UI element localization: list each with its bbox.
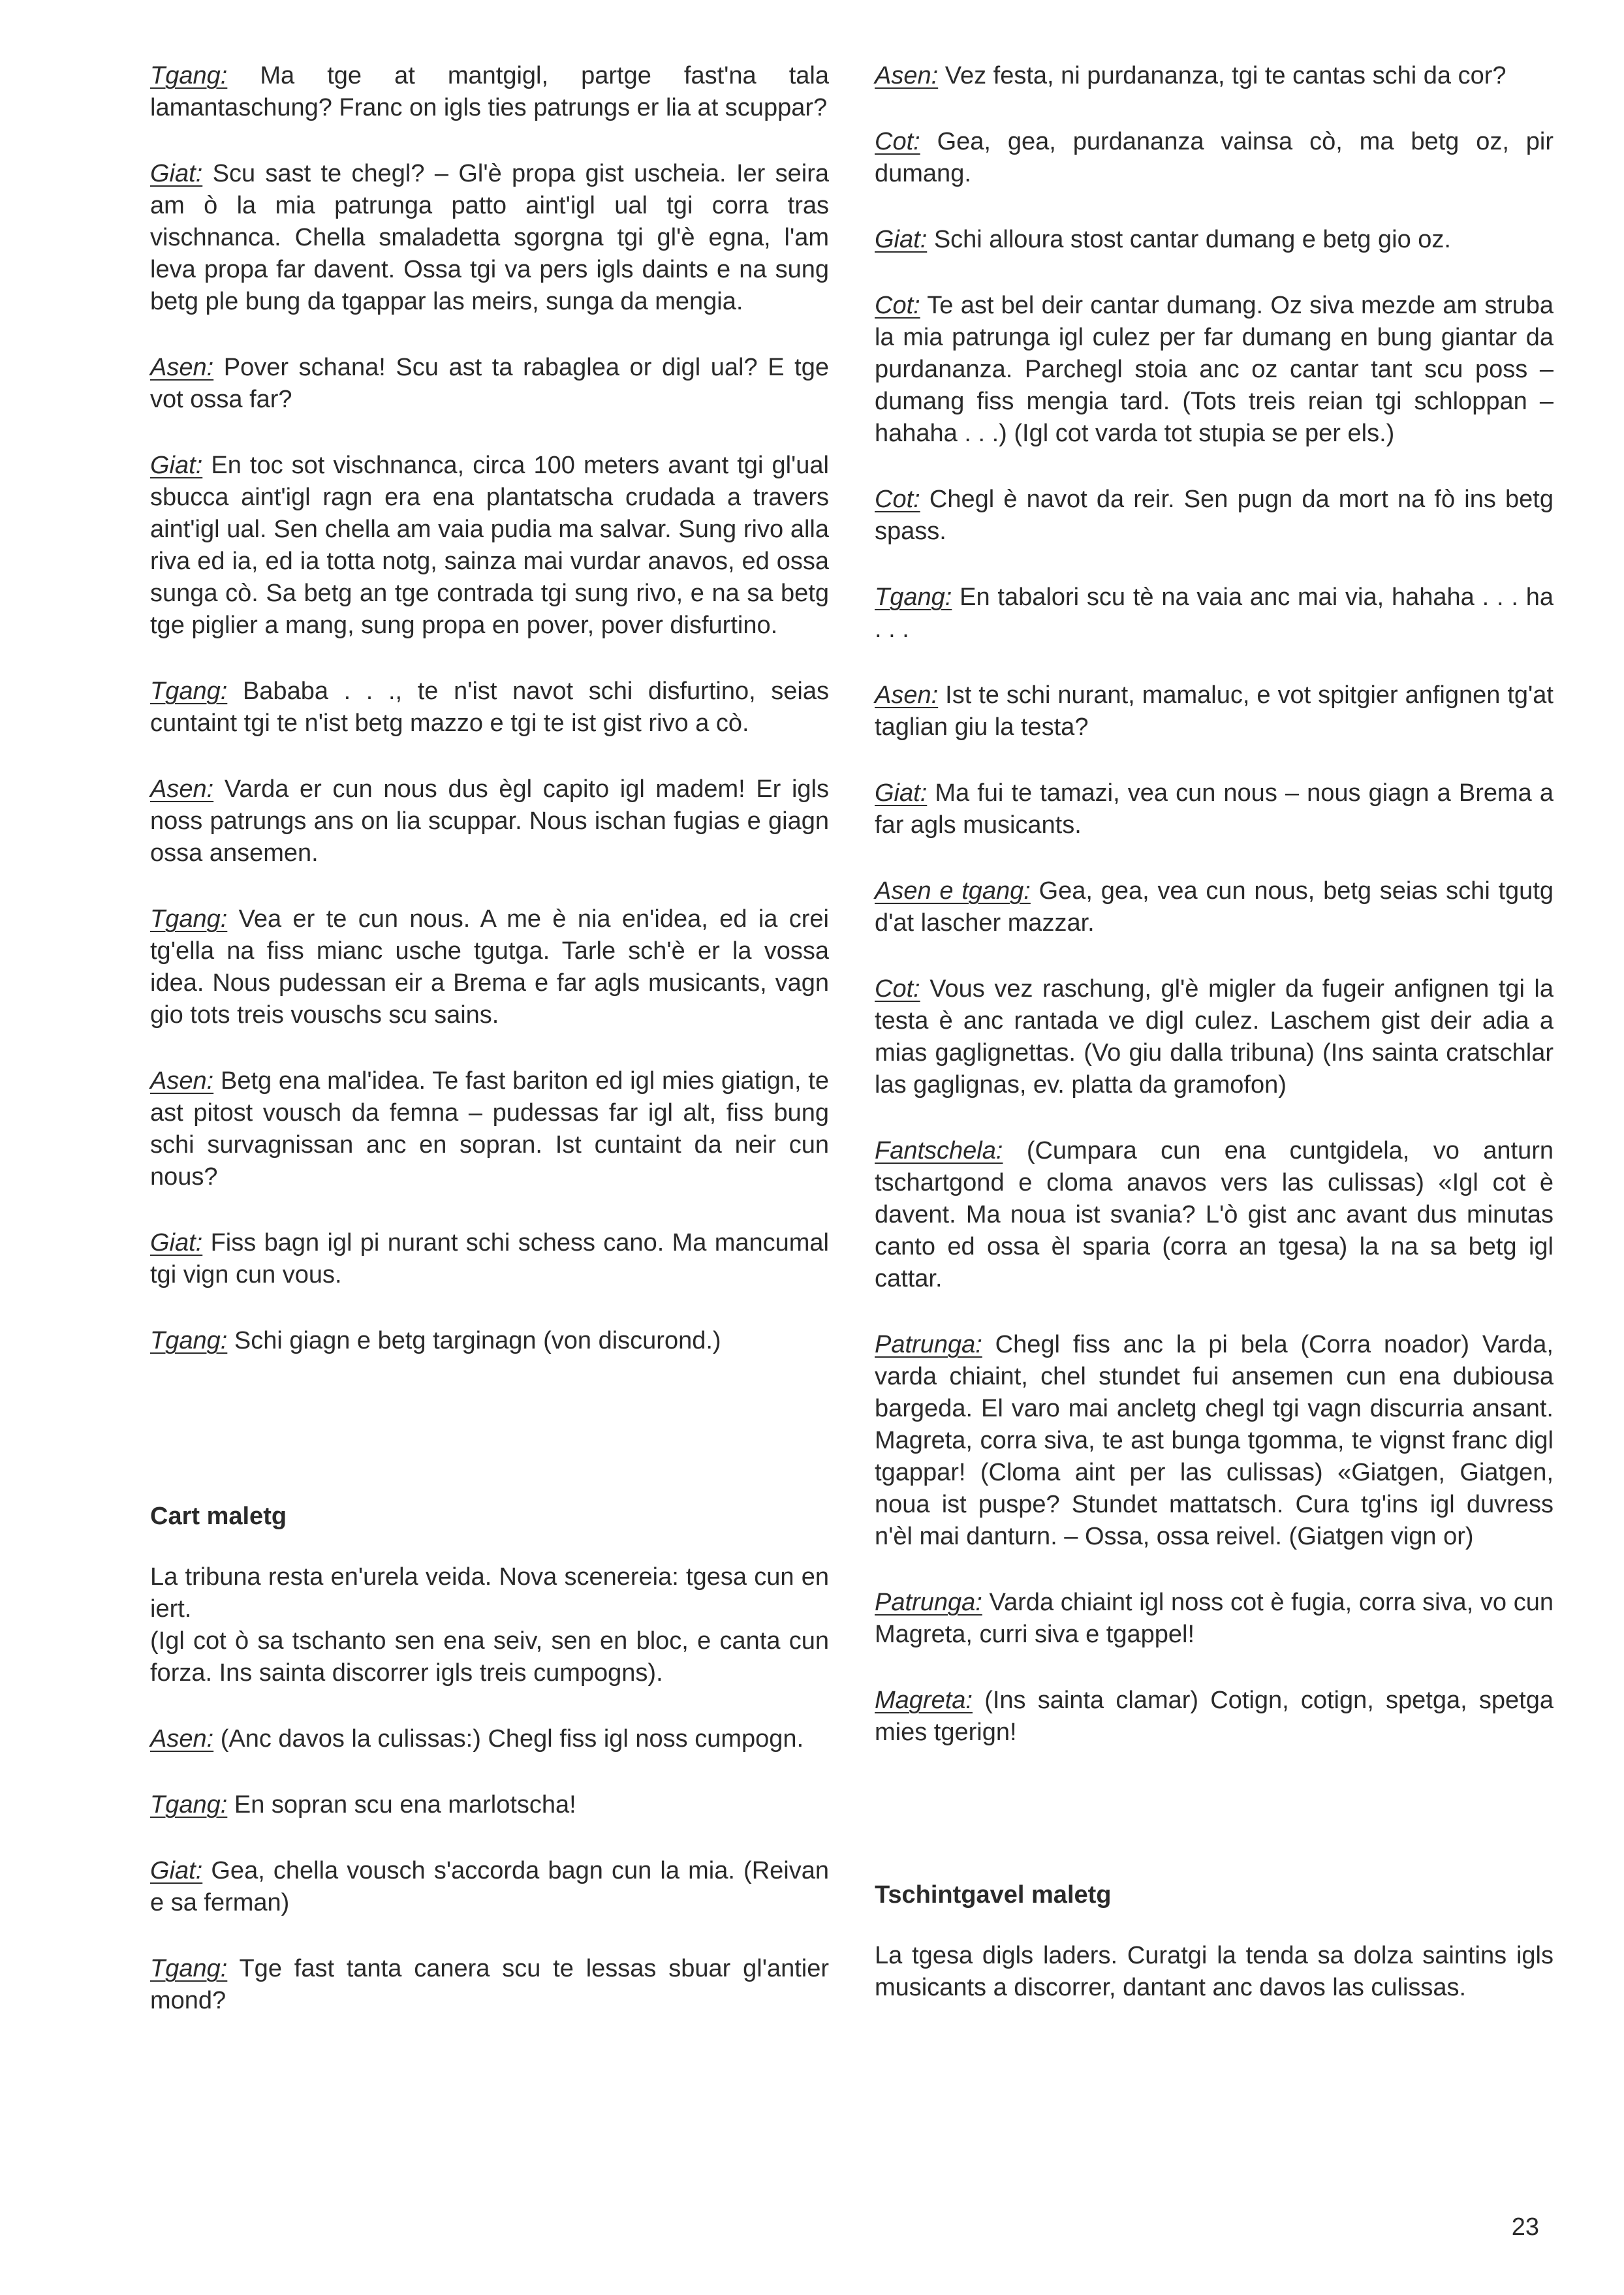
dialogue-text: Ist te schi nurant, mamaluc, e vot spitgier anfignen tg'at taglian giu la testa?	[875, 681, 1554, 741]
dialogue-text: Vous vez raschung, gl'è migler da fugeir anfignen tgi la testa è anc rantada ve digl culez. Laschem gist deir adia a mias gaglignettas. (Vo giu dalla tribuna) (Ins sainta cratschlar las gaglignas, ev. platta da gramofon)	[875, 975, 1554, 1099]
dialogue-text: Schi alloura stost cantar dumang e betg gio oz.	[933, 226, 1451, 253]
speaker-name: Tgang:	[150, 1955, 228, 1982]
dialogue-line	[150, 1065, 829, 1193]
speaker-name: Cot:	[875, 128, 920, 155]
dialogue-line	[150, 903, 829, 1031]
dialogue-text: Tge fast tanta canera scu te lessas sbuar gl'antier mond?	[150, 1955, 830, 2014]
speaker-name: Asen:	[875, 681, 939, 709]
dialogue-line	[875, 1587, 1554, 1651]
dialogue-line	[875, 582, 1554, 646]
dialogue-line	[150, 352, 829, 416]
section-spacer	[875, 1783, 1554, 1879]
dialogue-text: En tabalori scu tè na vaia anc mai via, hahaha . . . ha . . .	[875, 584, 1554, 643]
speaker-name: Asen:	[150, 775, 214, 803]
dialogue-line	[150, 1953, 829, 2017]
dialogue-text: Chegl fiss anc la pi bela (Corra noador) Varda, varda chiaint, chel stundet fui ansemen cun ena dubiousa bargeda. El varo mai ancletg chegl tgi vagn discurria ansant. Magreta, corra siva, te ast bunga tgomma, te vignst franc digl tgappar! (Cloma aint per las culissas) «Giatgen, Giatgen, noua ist puspe? Stundet mattatsch. Cura tg'ins igl duvress n'èl mai danturn. – Ossa, ossa reivel. (Giatgen vign or)	[875, 1331, 1554, 1550]
dialogue-text: Bababa . . ., te n'ist navot schi disfurtino, seias cuntaint tgi te n'ist betg mazzo e tgi te ist gist rivo a cò.	[150, 678, 829, 737]
dialogue-text: Fiss bagn igl pi nurant schi schess cano. Ma mancumal tgi vign cun vous.	[150, 1229, 829, 1288]
dialogue-text: (Ins sainta clamar) Cotign, cotign, spetga, spetga mies tgerign!	[875, 1687, 1554, 1746]
dialogue-text: Schi giagn e betg targinagn (von discurond.)	[234, 1327, 721, 1354]
dialogue-text: Scu sast te chegl? – Gl'è propa gist uscheia. Ier seira am ò la mia patrunga patto aint'igl ual tgi corra tras vischnanca. Chella smaladetta sgorgna tgi gl'è egna, l'am leva propa far davent. Ossa tgi va pers igls daints e na sung betg ple bung da tgappar las meirs, sunga da mengia.	[150, 160, 829, 315]
dialogue-line	[150, 676, 829, 740]
left-column	[150, 60, 829, 2051]
dialogue-line	[875, 484, 1554, 548]
speaker-name: Giat:	[875, 779, 928, 807]
speaker-name: Tgang:	[150, 1791, 228, 1819]
dialogue-text: Ma tge at mantgigl, partge fast'na tala lamantaschung? Franc on igls ties patrungs er lia at scuppar?	[150, 62, 829, 121]
dialogue-line	[875, 290, 1554, 450]
right-column	[875, 60, 1554, 2038]
speaker-name: Tgang:	[150, 678, 228, 705]
stage-direction: La tribuna resta en'urela veida. Nova scenereia: tgesa cun en iert.	[150, 1563, 829, 1623]
dialogue-text: Varda er cun nous dus ègl capito igl madem! Er igls noss patrungs ans on lia scuppar. Nous ischan fugias e giagn ossa ansemen.	[150, 775, 829, 867]
dialogue-line	[150, 1227, 829, 1291]
dialogue-line	[875, 973, 1554, 1101]
speaker-name: Asen:	[150, 1725, 214, 1753]
page-number: 23	[1511, 2213, 1539, 2241]
speaker-name: Patrunga:	[875, 1589, 982, 1616]
dialogue-text: Vea er te cun nous. A me è nia en'idea, ed ia crei tg'ella na fiss mianc usche tgutga. Tarle sch'è er la vossa idea. Nous pudessan eir a Brema e far agls musicants, vagn gio tots treis vouschs scu sains.	[150, 905, 829, 1029]
speaker-name: Cot:	[875, 486, 920, 513]
dialogue-line	[875, 60, 1554, 92]
speaker-name: Cot:	[875, 975, 920, 1003]
dialogue-text: Gea, chella vousch s'accorda bagn cun la mia. (Reivan e sa ferman)	[150, 1857, 829, 1916]
dialogue-text: Varda chiaint igl noss cot è fugia, corra siva, vo cun Magreta, curri siva e tgappel!	[875, 1589, 1554, 1648]
speaker-name: Tgang:	[150, 62, 228, 89]
speaker-name: Asen:	[150, 1067, 214, 1095]
dialogue-line	[150, 450, 829, 642]
speaker-name: Tgang:	[875, 584, 952, 611]
dialogue-text: Pover schana! Scu ast ta rabaglea or digl ual? E tge vot ossa far?	[150, 354, 830, 413]
dialogue-text: Te ast bel deir cantar dumang. Oz siva mezde am struba la mia patrunga igl culez per far dumang en bung giantar da purdananza. Parchegl stoia anc oz cantar tant scu poss – dumang fiss mengia tard. (Tots treis reian tgi schloppan – hahaha . . .) (Igl cot varda tot stupia se per els.)	[875, 292, 1554, 447]
dialogue-line	[875, 1135, 1554, 1295]
speaker-name: Asen:	[875, 62, 939, 89]
stage-direction: La tgesa digls laders. Curatgi la tenda sa dolza saintins igls musicants a discorrer, dantant anc davos las culissas.	[875, 1942, 1554, 2001]
speaker-name: Giat:	[875, 226, 928, 253]
stage-direction: (Igl cot ò sa tschanto sen ena seiv, sen en bloc, e canta cun forza. Ins sainta discorrer igls treis cumpogns).	[150, 1627, 829, 1687]
dialogue-text: (Cumpara cun ena cuntgidela, vo anturn tschartgond e cloma anavos vers las culissas) «Igl cot è davent. Ma noua ist svania? L'ò gist anc avant dus minutas canto ed ossa èl sparia (corra an tgesa) la na sa betg igl cattar.	[875, 1137, 1554, 1292]
speaker-name: Tgang:	[150, 905, 228, 933]
dialogue-line	[875, 126, 1554, 190]
dialogue-line	[875, 875, 1554, 939]
dialogue-text: En sopran scu ena marlotscha!	[234, 1791, 576, 1819]
dialogue-line	[875, 777, 1554, 841]
dialogue-line	[150, 1855, 829, 1919]
speaker-name: Giat:	[150, 1857, 203, 1884]
speaker-name: Asen:	[150, 354, 214, 381]
dialogue-text: Chegl è navot da reir. Sen pugn da mort na fò ins betg spass.	[875, 486, 1554, 545]
dialogue-text: Gea, gea, vea cun nous, betg seias schi tgutg d'at lascher mazzar.	[875, 877, 1554, 937]
speaker-name: Giat:	[150, 160, 203, 187]
dialogue-line	[150, 773, 829, 869]
section-heading: Tschintgavel maletg	[875, 1881, 1112, 1909]
speaker-name: Fantschela:	[875, 1137, 1003, 1164]
dialogue-text: (Anc davos la culissas:) Chegl fiss igl noss cumpogn.	[220, 1725, 804, 1753]
speaker-name: Patrunga:	[875, 1331, 982, 1358]
dialogue-text: En toc sot vischnanca, circa 100 meters avant tgi gl'ual sbucca aint'igl ragn era ena plantatscha crudada a travers aint'igl ual. Sen chella am vaia pudia ma salvar. Sung rivo alla riva ed ia, ed ia totta notg, sainza mai vurdar anavos, ed ossa sunga cò. Sa betg an tge contrada tgi sung rivo, e na sa betg tge piglier a mang, sung propa en pover, pover disfurtino.	[150, 452, 830, 639]
dialogue-line	[150, 60, 829, 124]
dialogue-text: Ma fui te tamazi, vea cun nous – nous giagn a Brema a far agls musicants.	[875, 779, 1554, 839]
speaker-name: Giat:	[150, 1229, 203, 1257]
dialogue-line	[150, 1723, 829, 1755]
section-spacer	[150, 1391, 829, 1501]
dialogue-text: Betg ena mal'idea. Te fast bariton ed igl mies giatign, te ast pitost vousch da femna – pudessas far igl alt, fiss bung schi survagnissan anc en sopran. Ist cuntaint da neir cun nous?	[150, 1067, 829, 1191]
dialogue-line	[875, 224, 1554, 256]
dialogue-text: Vez festa, ni purdananza, tgi te cantas schi da cor?	[945, 62, 1507, 89]
dialogue-line	[150, 1325, 829, 1357]
dialogue-line	[875, 1685, 1554, 1749]
speaker-name: Cot:	[875, 292, 920, 319]
dialogue-line	[150, 1789, 829, 1821]
speaker-name: Tgang:	[150, 1327, 228, 1354]
speaker-name: Magreta:	[875, 1687, 973, 1714]
dialogue-text: Gea, gea, purdananza vainsa cò, ma betg oz, pir dumang.	[875, 128, 1554, 187]
section-heading: Cart maletg	[150, 1503, 287, 1530]
dialogue-line	[875, 679, 1554, 743]
speaker-name: Giat:	[150, 452, 203, 479]
speaker-name: Asen e tgang:	[875, 877, 1031, 905]
dialogue-line	[150, 158, 829, 318]
dialogue-line	[875, 1329, 1554, 1553]
